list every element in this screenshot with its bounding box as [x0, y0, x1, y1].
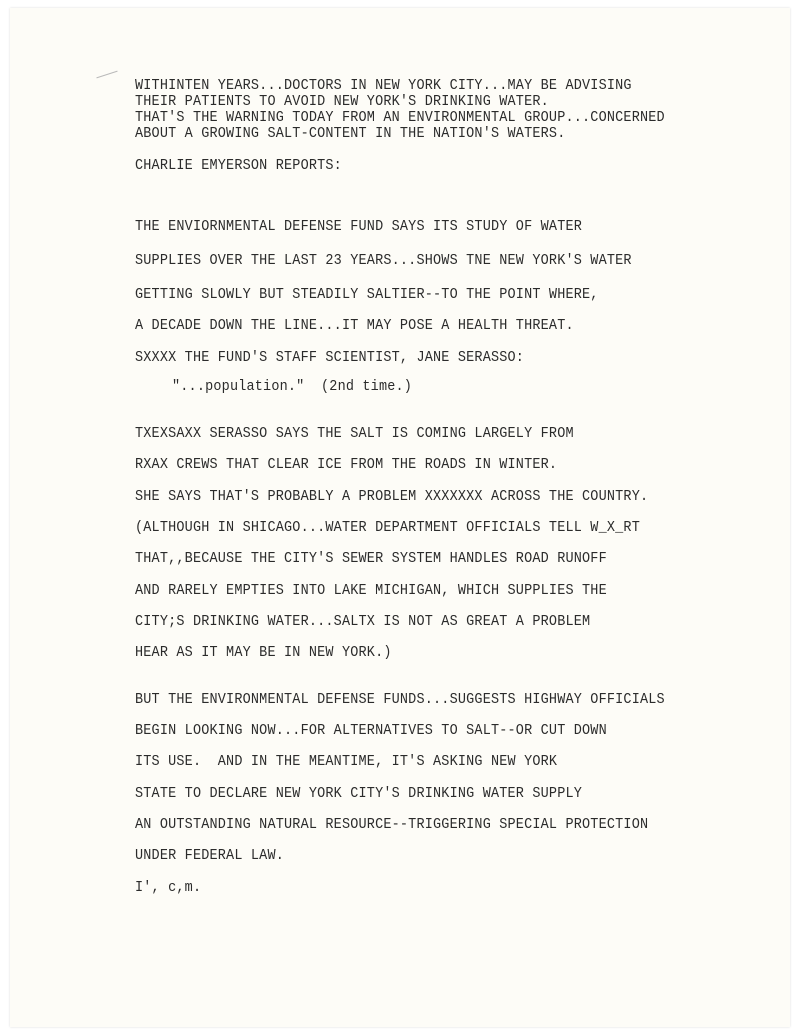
typewritten-page [10, 8, 790, 1027]
body-line: CITY;S DRINKING WATER...SALTX IS NOT AS GREAT A PROBLEM [135, 614, 591, 630]
body-line: SUPPLIES OVER THE LAST 23 YEARS...SHOWS TNE NEW YORK'S WATER [135, 253, 632, 269]
body-line: AN OUTSTANDING NATURAL RESOURCE--TRIGGERING SPECIAL PROTECTION [135, 817, 649, 833]
intro-line: THAT'S THE WARNING TODAY FROM AN ENVIRONMENTAL GROUP...CONCERNED [135, 110, 665, 126]
body-line: RXAX CREWS THAT CLEAR ICE FROM THE ROADS IN WINTER. [135, 457, 558, 473]
body-line: BUT THE ENVIRONMENTAL DEFENSE FUNDS...SUGGESTS HIGHWAY OFFICIALS [135, 692, 665, 708]
body-line: A DECADE DOWN THE LINE...IT MAY POSE A HEALTH THREAT. [135, 318, 574, 334]
reporter-line: CHARLIE EMYERSON REPORTS: [135, 158, 342, 174]
soundbite-cue: "...population." (2nd time.) [172, 379, 413, 395]
body-line: SHE SAYS THAT'S PROBABLY A PROBLEM XXXXXXX ACROSS THE COUNTRY. [135, 489, 649, 505]
body-line: AND RARELY EMPTIES INTO LAKE MICHIGAN, WHICH SUPPLIES THE [135, 583, 607, 599]
body-line: HEAR AS IT MAY BE IN NEW YORK.) [135, 645, 392, 661]
body-line: ITS USE. AND IN THE MEANTIME, IT'S ASKING NEW YORK [135, 754, 558, 770]
body-line: THAT,,BECAUSE THE CITY'S SEWER SYSTEM HANDLES ROAD RUNOFF [135, 551, 607, 567]
body-line: UNDER FEDERAL LAW. [135, 848, 285, 864]
intro-line: ABOUT A GROWING SALT-CONTENT IN THE NATION'S WATERS. [135, 126, 566, 142]
intro-line: THEIR PATIENTS TO AVOID NEW YORK'S DRINKING WATER. [135, 94, 549, 110]
body-line: GETTING SLOWLY BUT STEADILY SALTIER--TO THE POINT WHERE, [135, 287, 599, 303]
body-line: (ALTHOUGH IN SHICAGO...WATER DEPARTMENT OFFICIALS TELL W_X_RT [135, 520, 640, 536]
body-line: STATE TO DECLARE NEW YORK CITY'S DRINKING WATER SUPPLY [135, 786, 583, 802]
body-line: BEGIN LOOKING NOW...FOR ALTERNATIVES TO SALT--OR CUT DOWN [135, 723, 607, 739]
body-line: TXEXSAXX SERASSO SAYS THE SALT IS COMING LARGELY FROM [135, 426, 574, 442]
body-line: SXXXX THE FUND'S STAFF SCIENTIST, JANE SERASSO: [135, 350, 525, 366]
pencil-mark [96, 71, 117, 79]
body-line: THE ENVIORNMENTAL DEFENSE FUND SAYS ITS STUDY OF WATER [135, 219, 583, 235]
signoff: I', c,m. [135, 880, 202, 896]
intro-line: WITHINTEN YEARS...DOCTORS IN NEW YORK CITY...MAY BE ADVISING [135, 78, 632, 94]
